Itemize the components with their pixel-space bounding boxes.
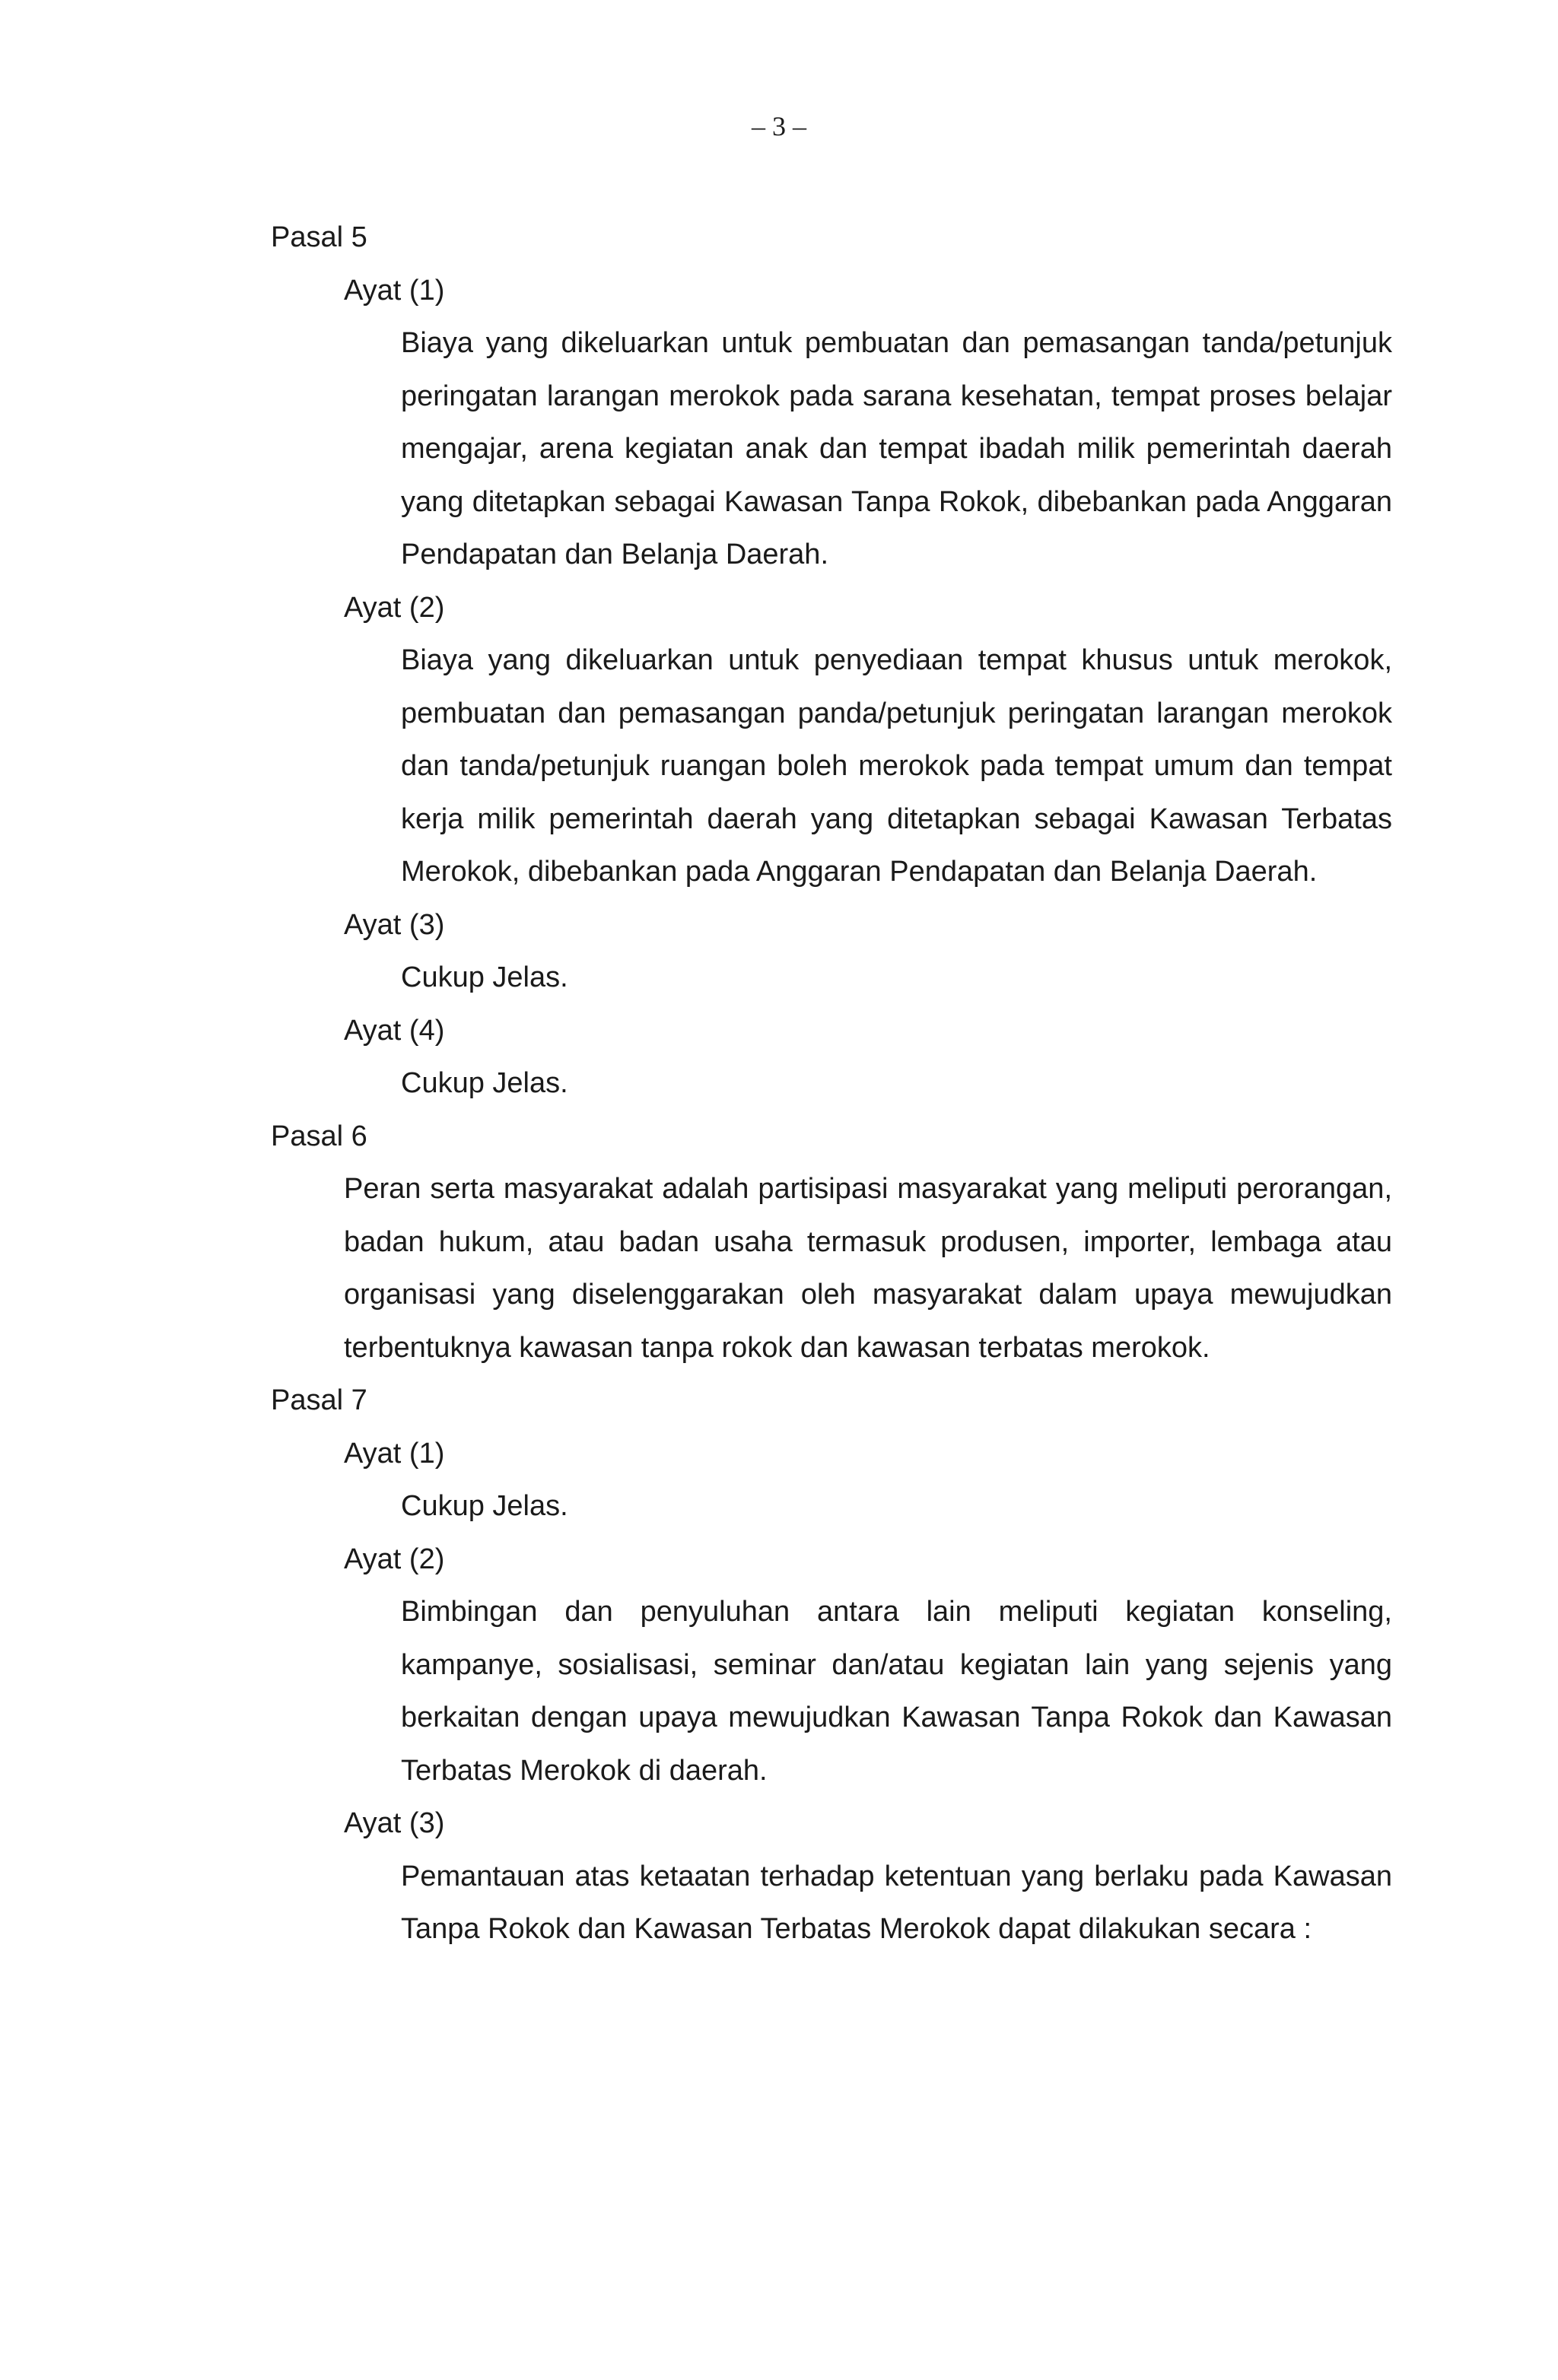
- pasal-5-heading: Pasal 5: [271, 221, 367, 253]
- pasal-5-ayat-1-label: Ayat (1): [344, 274, 445, 307]
- document-body: [271, 211, 1392, 1956]
- pasal-7-ayat-2-text: Bimbingan dan penyuluhan antara lain meliputi kegiatan konseling, kampanye, sosialisasi, seminar dan/atau kegiatan lain yang sejenis yang berkaitan dengan upaya mewujudkan Kawasan Tanpa Rokok dan Kawasan Terbatas Merokok di daerah.: [401, 1596, 1392, 1787]
- pasal-5-ayat-1-text: Biaya yang dikeluarkan untuk pembuatan dan pemasangan tanda/petunjuk peringatan larangan merokok pada sarana kesehatan, tempat proses belajar mengajar, arena kegiatan anak dan tempat ibadah milik pemerintah daerah yang ditetapkan sebagai Kawasan Tanpa Rokok, dibebankan pada Anggaran Pendapatan dan Belanja Daerah.: [401, 327, 1392, 570]
- pasal-5-ayat-2-label: Ayat (2): [344, 591, 445, 624]
- page-number: – 3 –: [752, 111, 806, 141]
- pasal-5-ayat-4-label: Ayat (4): [344, 1014, 445, 1047]
- pasal-6-text: Peran serta masyarakat adalah partisipasi masyarakat yang meliputi perorangan, badan hukum, atau badan usaha termasuk produsen, importer, lembaga atau organisasi yang diselenggarakan oleh masyarakat dalam upaya mewujudkan terbentuknya kawasan tanpa rokok dan kawasan terbatas merokok.: [344, 1173, 1392, 1364]
- pasal-7-ayat-3-text: Pemantauan atas ketaatan terhadap ketentuan yang berlaku pada Kawasan Tanpa Rokok dan Kawasan Terbatas Merokok dapat dilakukan secara :: [401, 1860, 1392, 1945]
- pasal-7-ayat-1-label: Ayat (1): [344, 1437, 445, 1470]
- pasal-5-ayat-3-text: Cukup Jelas.: [401, 961, 568, 993]
- pasal-5-ayat-2-text: Biaya yang dikeluarkan untuk penyediaan tempat khusus untuk merokok, pembuatan dan pemasangan panda/petunjuk peringatan larangan merokok dan tanda/petunjuk ruangan boleh merokok pada tempat umum dan tempat kerja milik pemerintah daerah yang ditetapkan sebagai Kawasan Terbatas Merokok, dibebankan pada Anggaran Pendapatan dan Belanja Daerah.: [401, 644, 1392, 888]
- pasal-6-heading: Pasal 6: [271, 1120, 367, 1152]
- pasal-5-ayat-4-text: Cukup Jelas.: [401, 1067, 568, 1099]
- pasal-7-ayat-3-label: Ayat (3): [344, 1807, 445, 1839]
- pasal-5-ayat-3-label: Ayat (3): [344, 908, 445, 941]
- pasal-7-ayat-1-text: Cukup Jelas.: [401, 1490, 568, 1522]
- pasal-7-heading: Pasal 7: [271, 1384, 367, 1416]
- pasal-7-ayat-2-label: Ayat (2): [344, 1543, 445, 1575]
